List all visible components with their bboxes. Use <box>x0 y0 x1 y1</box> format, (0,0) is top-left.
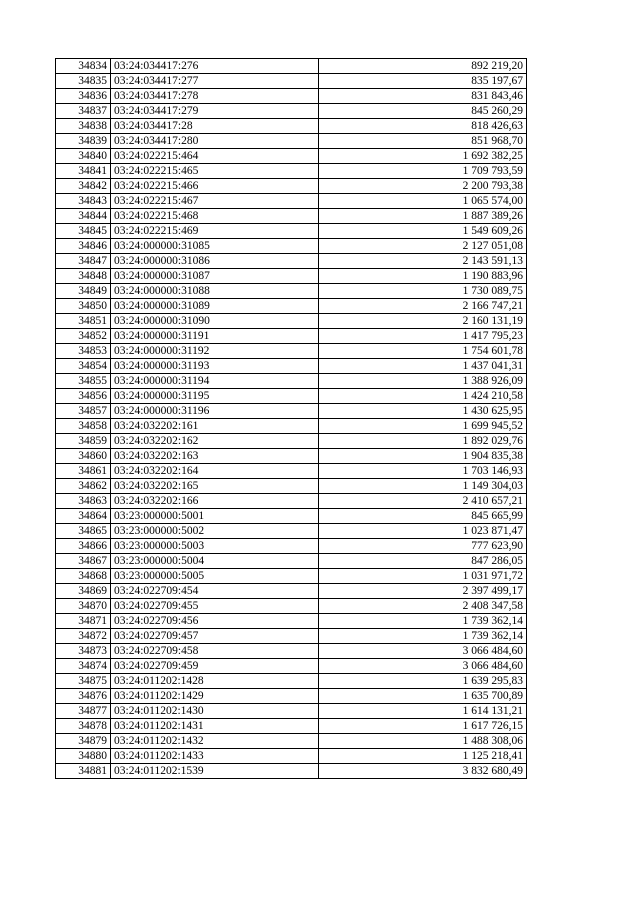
row-number-cell: 34849 <box>56 284 111 299</box>
cadastral-number-cell: 03:24:022709:457 <box>111 629 319 644</box>
cadastral-value-cell: 1 065 574,00 <box>319 194 527 209</box>
cadastral-value-cell: 1 617 726,15 <box>319 719 527 734</box>
cadastral-number-cell: 03:24:011202:1431 <box>111 719 319 734</box>
table-row <box>56 479 527 494</box>
cadastral-number-cell: 03:24:022709:454 <box>111 584 319 599</box>
table-row <box>56 284 527 299</box>
cadastral-value-cell: 1 739 362,14 <box>319 614 527 629</box>
table-row <box>56 584 527 599</box>
table-row <box>56 119 527 134</box>
cadastral-number-cell: 03:24:032202:165 <box>111 479 319 494</box>
table-row <box>56 749 527 764</box>
row-number-cell: 34874 <box>56 659 111 674</box>
row-number-cell: 34870 <box>56 599 111 614</box>
row-number-cell: 34855 <box>56 374 111 389</box>
table-row <box>56 449 527 464</box>
cadastral-number-cell: 03:24:011202:1429 <box>111 689 319 704</box>
cadastral-value-cell: 2 127 051,08 <box>319 239 527 254</box>
cadastral-value-table <box>55 58 527 779</box>
cadastral-number-cell: 03:24:000000:31194 <box>111 374 319 389</box>
table-row <box>56 104 527 119</box>
table-row <box>56 494 527 509</box>
cadastral-value-cell: 2 408 347,58 <box>319 599 527 614</box>
cadastral-number-cell: 03:24:000000:31086 <box>111 254 319 269</box>
cadastral-number-cell: 03:24:000000:31196 <box>111 404 319 419</box>
row-number-cell: 34873 <box>56 644 111 659</box>
cadastral-number-cell: 03:23:000000:5003 <box>111 539 319 554</box>
cadastral-number-cell: 03:24:022215:468 <box>111 209 319 224</box>
table-row <box>56 239 527 254</box>
row-number-cell: 34876 <box>56 689 111 704</box>
cadastral-value-cell: 1 417 795,23 <box>319 329 527 344</box>
row-number-cell: 34867 <box>56 554 111 569</box>
row-number-cell: 34866 <box>56 539 111 554</box>
table-row <box>56 764 527 779</box>
cadastral-number-cell: 03:24:032202:162 <box>111 434 319 449</box>
cadastral-number-cell: 03:24:034417:277 <box>111 74 319 89</box>
cadastral-number-cell: 03:24:034417:276 <box>111 59 319 74</box>
cadastral-number-cell: 03:24:022709:456 <box>111 614 319 629</box>
cadastral-value-cell: 1 904 835,38 <box>319 449 527 464</box>
cadastral-number-cell: 03:24:022215:464 <box>111 149 319 164</box>
cadastral-number-cell: 03:24:022215:465 <box>111 164 319 179</box>
cadastral-value-cell: 1 437 041,31 <box>319 359 527 374</box>
cadastral-number-cell: 03:24:034417:280 <box>111 134 319 149</box>
row-number-cell: 34842 <box>56 179 111 194</box>
row-number-cell: 34838 <box>56 119 111 134</box>
cadastral-value-cell: 851 968,70 <box>319 134 527 149</box>
row-number-cell: 34836 <box>56 89 111 104</box>
cadastral-value-cell: 1 023 871,47 <box>319 524 527 539</box>
table-row <box>56 269 527 284</box>
table-row <box>56 359 527 374</box>
table-row <box>56 209 527 224</box>
row-number-cell: 34839 <box>56 134 111 149</box>
table-row <box>56 389 527 404</box>
table-row <box>56 299 527 314</box>
cadastral-number-cell: 03:24:011202:1432 <box>111 734 319 749</box>
cadastral-value-cell: 1 754 601,78 <box>319 344 527 359</box>
cadastral-value-cell: 1 699 945,52 <box>319 419 527 434</box>
table-row <box>56 329 527 344</box>
cadastral-value-cell: 845 665,99 <box>319 509 527 524</box>
cadastral-value-cell: 1 692 382,25 <box>319 149 527 164</box>
cadastral-number-cell: 03:24:034417:28 <box>111 119 319 134</box>
table-row <box>56 629 527 644</box>
table-row <box>56 404 527 419</box>
cadastral-number-cell: 03:24:022215:467 <box>111 194 319 209</box>
cadastral-number-cell: 03:24:022709:455 <box>111 599 319 614</box>
table-row <box>56 314 527 329</box>
table-row <box>56 614 527 629</box>
row-number-cell: 34868 <box>56 569 111 584</box>
row-number-cell: 34860 <box>56 449 111 464</box>
table-row <box>56 179 527 194</box>
row-number-cell: 34841 <box>56 164 111 179</box>
cadastral-number-cell: 03:24:022215:466 <box>111 179 319 194</box>
table-body <box>56 59 527 779</box>
row-number-cell: 34857 <box>56 404 111 419</box>
cadastral-value-cell: 1 549 609,26 <box>319 224 527 239</box>
table-row <box>56 254 527 269</box>
table-row <box>56 719 527 734</box>
table-row <box>56 134 527 149</box>
row-number-cell: 34865 <box>56 524 111 539</box>
cadastral-value-cell: 2 160 131,19 <box>319 314 527 329</box>
table-row <box>56 59 527 74</box>
cadastral-value-cell: 2 410 657,21 <box>319 494 527 509</box>
cadastral-number-cell: 03:24:000000:31192 <box>111 344 319 359</box>
cadastral-number-cell: 03:24:032202:166 <box>111 494 319 509</box>
row-number-cell: 34869 <box>56 584 111 599</box>
cadastral-value-cell: 1 388 926,09 <box>319 374 527 389</box>
cadastral-value-cell: 1 149 304,03 <box>319 479 527 494</box>
cadastral-number-cell: 03:23:000000:5005 <box>111 569 319 584</box>
cadastral-number-cell: 03:24:011202:1428 <box>111 674 319 689</box>
table-row <box>56 419 527 434</box>
row-number-cell: 34848 <box>56 269 111 284</box>
row-number-cell: 34879 <box>56 734 111 749</box>
cadastral-value-cell: 1 635 700,89 <box>319 689 527 704</box>
cadastral-value-cell: 1 031 971,72 <box>319 569 527 584</box>
table-row <box>56 509 527 524</box>
row-number-cell: 34862 <box>56 479 111 494</box>
cadastral-value-cell: 1 190 883,96 <box>319 269 527 284</box>
cadastral-value-cell: 1 739 362,14 <box>319 629 527 644</box>
table-row <box>56 434 527 449</box>
table-row <box>56 224 527 239</box>
row-number-cell: 34858 <box>56 419 111 434</box>
cadastral-value-cell: 2 143 591,13 <box>319 254 527 269</box>
cadastral-number-cell: 03:24:011202:1430 <box>111 704 319 719</box>
cadastral-number-cell: 03:24:022709:458 <box>111 644 319 659</box>
cadastral-value-cell: 892 219,20 <box>319 59 527 74</box>
row-number-cell: 34844 <box>56 209 111 224</box>
row-number-cell: 34850 <box>56 299 111 314</box>
cadastral-number-cell: 03:24:022709:459 <box>111 659 319 674</box>
cadastral-number-cell: 03:24:032202:163 <box>111 449 319 464</box>
cadastral-value-cell: 1 703 146,93 <box>319 464 527 479</box>
cadastral-value-cell: 1 430 625,95 <box>319 404 527 419</box>
cadastral-value-cell: 1 488 308,06 <box>319 734 527 749</box>
row-number-cell: 34872 <box>56 629 111 644</box>
cadastral-number-cell: 03:24:000000:31085 <box>111 239 319 254</box>
cadastral-value-cell: 1 639 295,83 <box>319 674 527 689</box>
cadastral-value-cell: 3 832 680,49 <box>319 764 527 779</box>
table-row <box>56 689 527 704</box>
cadastral-value-cell: 3 066 484,60 <box>319 659 527 674</box>
cadastral-number-cell: 03:23:000000:5004 <box>111 554 319 569</box>
row-number-cell: 34861 <box>56 464 111 479</box>
table-row <box>56 344 527 359</box>
table-row <box>56 674 527 689</box>
table-row <box>56 524 527 539</box>
row-number-cell: 34859 <box>56 434 111 449</box>
table-row <box>56 164 527 179</box>
cadastral-number-cell: 03:24:022215:469 <box>111 224 319 239</box>
cadastral-value-cell: 845 260,29 <box>319 104 527 119</box>
row-number-cell: 34875 <box>56 674 111 689</box>
table-row <box>56 89 527 104</box>
cadastral-value-cell: 1 424 210,58 <box>319 389 527 404</box>
cadastral-number-cell: 03:23:000000:5001 <box>111 509 319 524</box>
table-row <box>56 554 527 569</box>
row-number-cell: 34852 <box>56 329 111 344</box>
row-number-cell: 34878 <box>56 719 111 734</box>
cadastral-number-cell: 03:24:000000:31090 <box>111 314 319 329</box>
cadastral-number-cell: 03:24:032202:161 <box>111 419 319 434</box>
cadastral-number-cell: 03:24:000000:31087 <box>111 269 319 284</box>
cadastral-value-cell: 818 426,63 <box>319 119 527 134</box>
cadastral-value-cell: 1 730 089,75 <box>319 284 527 299</box>
table-row <box>56 539 527 554</box>
cadastral-value-cell: 777 623,90 <box>319 539 527 554</box>
cadastral-value-cell: 1 125 218,41 <box>319 749 527 764</box>
table-row <box>56 599 527 614</box>
cadastral-value-cell: 831 843,46 <box>319 89 527 104</box>
cadastral-number-cell: 03:24:034417:278 <box>111 89 319 104</box>
table-row <box>56 374 527 389</box>
table-row <box>56 734 527 749</box>
row-number-cell: 34837 <box>56 104 111 119</box>
cadastral-value-cell: 2 166 747,21 <box>319 299 527 314</box>
cadastral-value-cell: 1 709 793,59 <box>319 164 527 179</box>
table-row <box>56 194 527 209</box>
row-number-cell: 34843 <box>56 194 111 209</box>
cadastral-value-cell: 2 397 499,17 <box>319 584 527 599</box>
row-number-cell: 34840 <box>56 149 111 164</box>
cadastral-number-cell: 03:24:000000:31089 <box>111 299 319 314</box>
cadastral-value-cell: 1 614 131,21 <box>319 704 527 719</box>
cadastral-number-cell: 03:23:000000:5002 <box>111 524 319 539</box>
cadastral-number-cell: 03:24:000000:31195 <box>111 389 319 404</box>
table-row <box>56 659 527 674</box>
cadastral-value-cell: 1 887 389,26 <box>319 209 527 224</box>
row-number-cell: 34847 <box>56 254 111 269</box>
cadastral-value-cell: 2 200 793,38 <box>319 179 527 194</box>
table-row <box>56 464 527 479</box>
cadastral-number-cell: 03:24:011202:1539 <box>111 764 319 779</box>
table-row <box>56 569 527 584</box>
cadastral-number-cell: 03:24:000000:31191 <box>111 329 319 344</box>
table-row <box>56 644 527 659</box>
table-row <box>56 149 527 164</box>
row-number-cell: 34880 <box>56 749 111 764</box>
cadastral-number-cell: 03:24:032202:164 <box>111 464 319 479</box>
row-number-cell: 34853 <box>56 344 111 359</box>
row-number-cell: 34846 <box>56 239 111 254</box>
row-number-cell: 34835 <box>56 74 111 89</box>
cadastral-value-cell: 847 286,05 <box>319 554 527 569</box>
cadastral-value-cell: 1 892 029,76 <box>319 434 527 449</box>
row-number-cell: 34856 <box>56 389 111 404</box>
cadastral-number-cell: 03:24:011202:1433 <box>111 749 319 764</box>
cadastral-number-cell: 03:24:000000:31088 <box>111 284 319 299</box>
row-number-cell: 34877 <box>56 704 111 719</box>
row-number-cell: 34834 <box>56 59 111 74</box>
row-number-cell: 34845 <box>56 224 111 239</box>
cadastral-value-cell: 835 197,67 <box>319 74 527 89</box>
row-number-cell: 34851 <box>56 314 111 329</box>
table-row <box>56 74 527 89</box>
row-number-cell: 34854 <box>56 359 111 374</box>
row-number-cell: 34864 <box>56 509 111 524</box>
table-row <box>56 704 527 719</box>
cadastral-number-cell: 03:24:034417:279 <box>111 104 319 119</box>
cadastral-number-cell: 03:24:000000:31193 <box>111 359 319 374</box>
row-number-cell: 34863 <box>56 494 111 509</box>
cadastral-value-cell: 3 066 484,60 <box>319 644 527 659</box>
row-number-cell: 34881 <box>56 764 111 779</box>
row-number-cell: 34871 <box>56 614 111 629</box>
